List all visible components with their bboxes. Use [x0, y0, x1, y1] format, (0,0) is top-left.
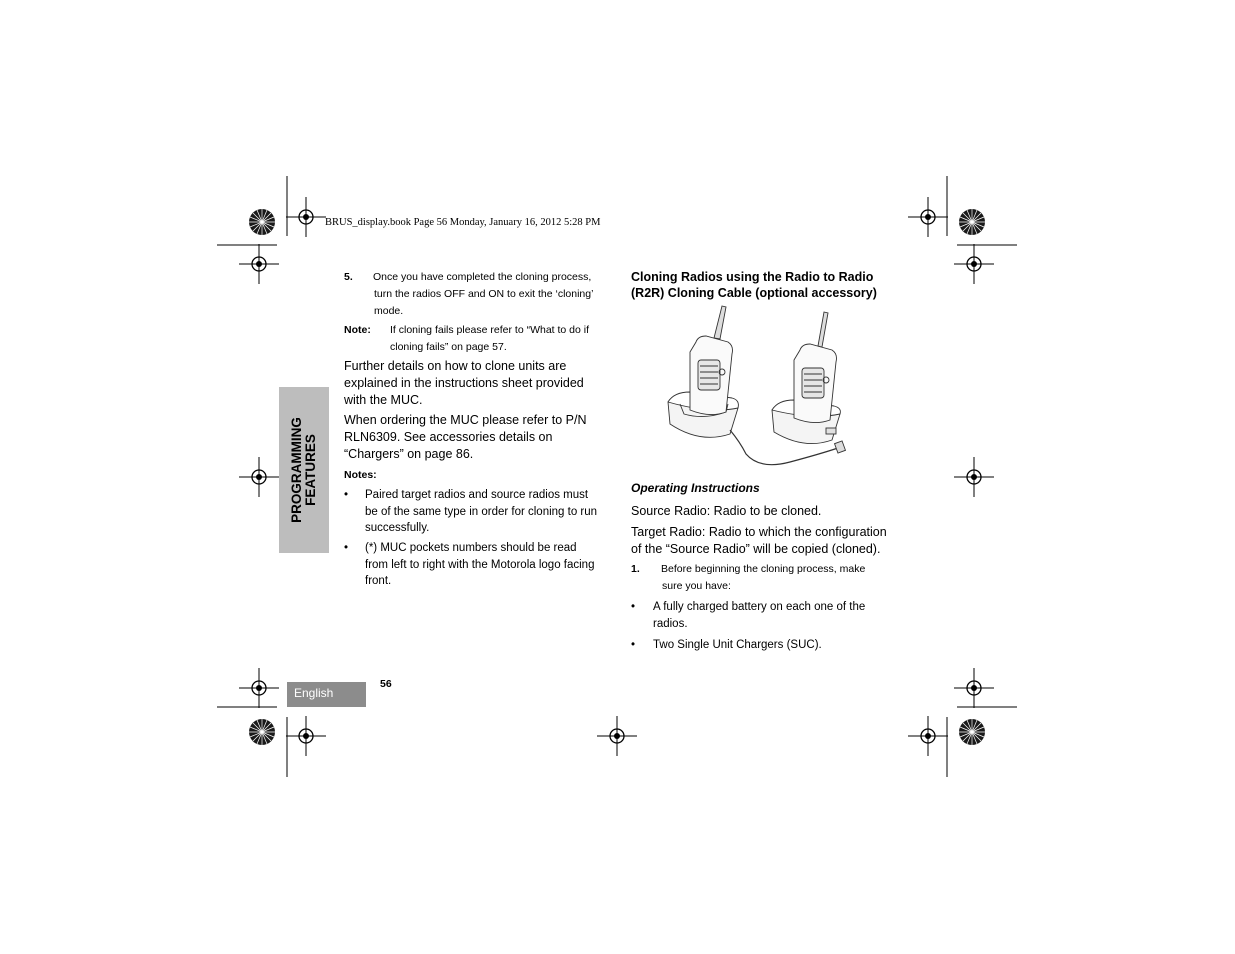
r2r-cloning-illustration	[660, 302, 860, 470]
page-number: 56	[380, 678, 392, 690]
step1-text	[661, 561, 901, 595]
heading-line1: Cloning Radios using the Radio to Radio	[631, 270, 874, 284]
bulletB-text: Two Single Unit Chargers (SUC).	[653, 639, 822, 651]
bullet-dot: •	[344, 542, 349, 554]
side-tab-line1: PROGRAMMING	[289, 417, 304, 523]
bulletA-line1: A fully charged battery on each one of the	[653, 601, 866, 613]
section-side-tab	[279, 387, 329, 553]
step5-line2: turn the radios OFF and ON to exit the ‘cloning’	[374, 288, 594, 300]
note-bullet-2	[344, 540, 609, 590]
bullet-dot: •	[344, 489, 349, 501]
para2-line1: When ordering the MUC please refer to P/N	[344, 413, 587, 427]
side-tab-line2: FEATURES	[303, 434, 318, 506]
notes-label: Notes:	[344, 469, 377, 481]
para2-line2: RLN6309. See accessories details on	[344, 430, 553, 444]
book-header-line: BRUS_display.book Page 56 Monday, January 16, 2012 5:28 PM	[325, 217, 601, 228]
step5-line1: Once you have completed the cloning process,	[373, 271, 592, 283]
step5-text	[373, 269, 613, 320]
para1-line1: Further details on how to clone units are	[344, 359, 567, 373]
para1-line2: explained in the instructions sheet provided	[344, 376, 584, 390]
step1-number: 1.	[631, 563, 640, 575]
heading-line2: (R2R) Cloning Cable (optional accessory)	[631, 286, 877, 300]
bullet1-line1: Paired target radios and source radios must	[365, 489, 589, 501]
note-line2: cloning fails” on page 57.	[390, 341, 507, 353]
note-line1: If cloning fails please refer to “What to do if	[390, 324, 590, 336]
bullet1-line2: be of the same type in order for cloning to run	[365, 505, 598, 518]
bullet1-line3: successfully.	[365, 522, 430, 534]
language-tab: English	[287, 682, 366, 707]
step5-number: 5.	[344, 271, 353, 283]
bullet-dot: •	[631, 639, 636, 651]
section-heading	[631, 269, 901, 301]
target-line2: of the “Source Radio” will be copied (cloned).	[631, 542, 881, 556]
source-radio-definition: Source Radio: Radio to be cloned.	[631, 504, 822, 518]
target-line1: Target Radio: Radio to which the configuration	[631, 525, 887, 539]
step5-line3: mode.	[374, 305, 404, 317]
para2-line3: “Chargers” on page 86.	[344, 447, 474, 461]
bullet2-line3: front.	[365, 575, 392, 587]
step1-line2: sure you have:	[662, 580, 731, 592]
bullet-dot: •	[631, 601, 636, 613]
target-radio-definition	[631, 524, 901, 558]
bullet2-line2: from left to right with the Motorola logo facing	[365, 558, 595, 571]
requirement-bullet-chargers	[631, 637, 901, 654]
note-text	[390, 322, 610, 356]
step1-line1: Before beginning the cloning process, make	[661, 563, 866, 575]
bulletA-line2: radios.	[653, 617, 688, 630]
bullet2-line1: (*) MUC pockets numbers should be read	[365, 542, 577, 554]
requirement-bullet-battery	[631, 599, 901, 632]
paragraph-muc-ordering	[344, 412, 609, 463]
note-bullet-1	[344, 487, 609, 537]
para1-line3: with the MUC.	[344, 393, 423, 407]
paragraph-muc-details	[344, 358, 609, 409]
note-label: Note:	[344, 324, 371, 336]
operating-instructions-heading: Operating Instructions	[631, 481, 760, 495]
